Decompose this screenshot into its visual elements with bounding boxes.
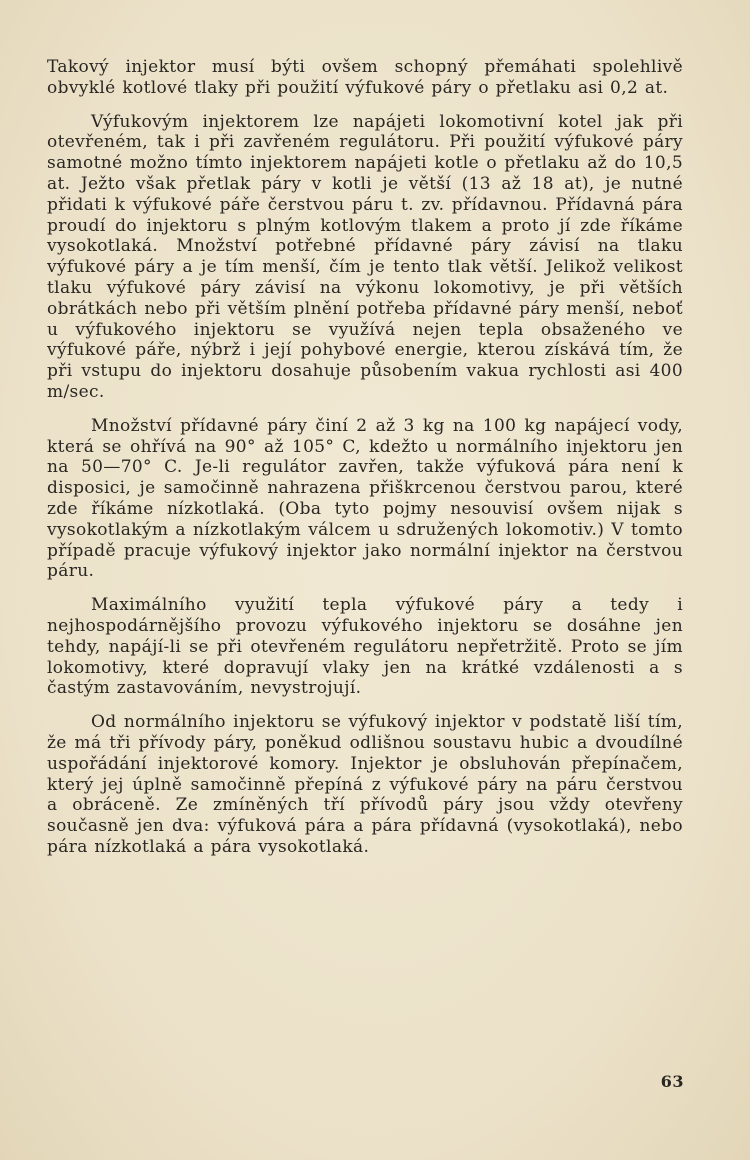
paragraph-3: Množství přídavné páry činí 2 až 3 kg na 100 kg napájecí vody, která se ohřívá na 90° až 105° C, kdežto u normálního injektoru jen na 50—70° C. Je-li regulátor zavřen, takže výfuková pára není k disposici, je samočinně nahrazena přiškrcenou čerstvou parou, které zde říkáme nízkotlaká. (Oba tyto pojmy nesouvisí ovšem nijak s vysokotlakým a nízkotlakým válcem u sdružených lokomotiv.) V tomto případě pracuje výfukový injektor jako normální injektor na čerstvou páru. <box>47 415 683 582</box>
paragraph-5: Od normálního injektoru se výfukový injektor v podstatě liší tím, že má tři přívody páry, poněkud odlišnou soustavu hubic a dvoudílné uspořádání injektorové komory. Injektor je obsluhován přepínačem, který jej úplně samočinně přepíná z výfukové páry na páru čerstvou a obráceně. Ze zmíněných tří přívodů páry jsou vždy otevřeny současně jen dva: výfuková pára a pára přídavná (vysokotlaká), nebo pára nízkotlaká a pára vysokotlaká. <box>47 712 683 857</box>
paragraph-4: Maximálního využití tepla výfukové páry a tedy i nejhospodárnějšího provozu výfukového injektoru se dosáhne jen tehdy, napájí-li se při otevřeném regulátoru nepřetržitě. Proto se jím lokomotivy, které dopravují vlaky jen na krátké vzdálenosti a s častým zastavováním, nevystrojují. <box>47 595 683 699</box>
paragraph-1: Takový injektor musí býti ovšem schopný přemáhati spolehlivě obvyklé kotlové tlaky při použití výfukové páry o přetlaku asi 0,2 at. <box>47 57 683 98</box>
page-number: 63 <box>660 1072 684 1091</box>
paragraph-2: Výfukovým injektorem lze napájeti lokomotivní kotel jak při otevřeném, tak i při zavřeném regulátoru. Při použití výfukové páry samotné možno tímto injektorem napájeti kotle o přetlaku až do 10,5 at. Ježto však přetlak páry v kotli je větší (13 až 18 at), je nutné přidati k výfukové páře čerstvou páru t. zv. přídavnou. Přídavná pára proudí do injektoru s plným kotlovým tlakem a proto jí zde říkáme vysokotlaká. Množství potřebné přídavné páry závisí na tlaku výfukové páry a je tím menší, čím je tento tlak větší. Jelikož velikost tlaku výfukové páry závisí na výkonu lokomotivy, je při větších obrátkách nebo při větším plnění potřeba přídavné páry menší, neboť u výfukového injektoru se využívá nejen tepla obsaženého ve výfukové páře, nýbrž i její pohybové energie, kterou získává tím, že při vstupu do injektoru dosahuje působením vakua rychlosti asi 400 m/sec. <box>47 111 683 402</box>
body-text <box>47 57 683 858</box>
